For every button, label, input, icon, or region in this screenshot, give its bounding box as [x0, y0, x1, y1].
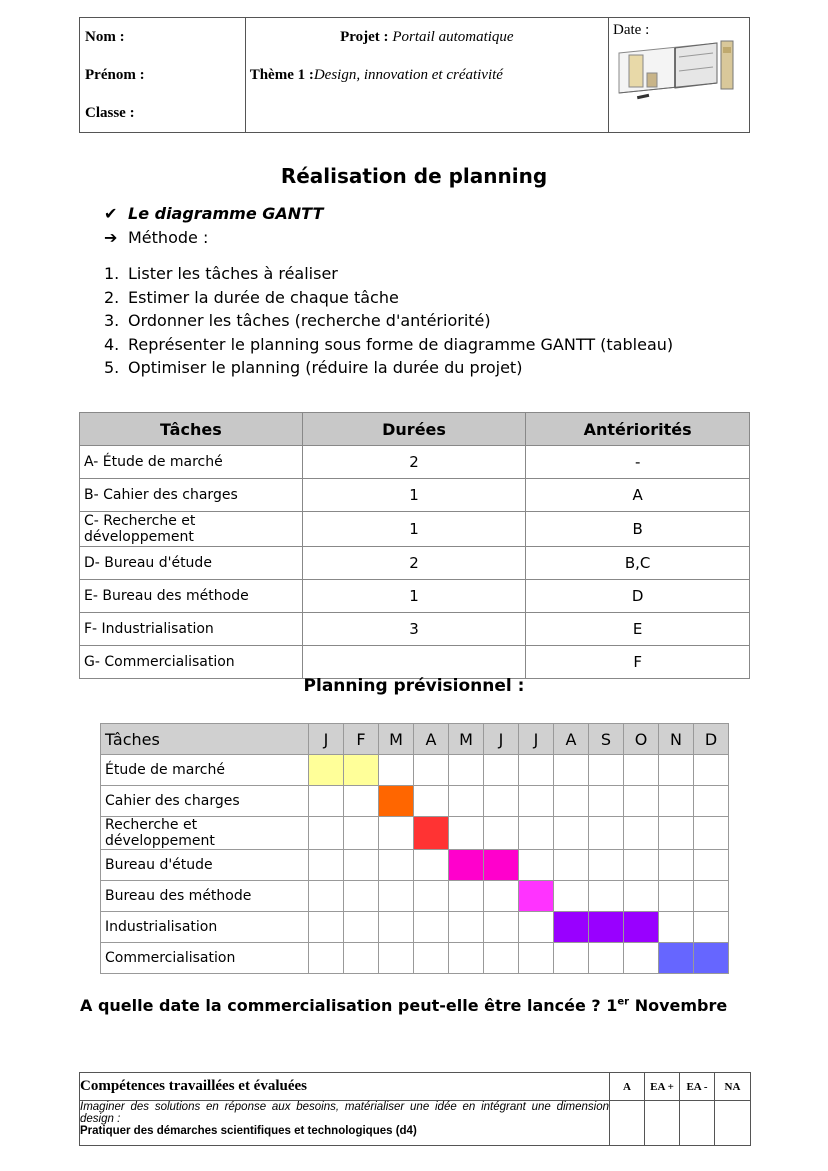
- gantt-empty-cell: [694, 912, 729, 943]
- gantt-empty-cell: [484, 943, 519, 974]
- gantt-empty-cell: [379, 850, 414, 881]
- gantt-empty-cell: [589, 755, 624, 786]
- project-info-cell: [245, 18, 608, 133]
- projet-value: Portail automatique: [392, 28, 514, 45]
- gantt-bar-cell: [449, 850, 484, 881]
- gantt-empty-cell: [554, 817, 589, 850]
- gantt-row: [101, 786, 729, 817]
- gantt-month-header: S: [589, 724, 624, 755]
- gantt-empty-cell: [554, 850, 589, 881]
- eval-box[interactable]: [610, 1101, 645, 1146]
- gantt-empty-cell: [309, 850, 344, 881]
- question-line: [80, 996, 727, 1015]
- table-row: G- Commercialisation F: [80, 646, 750, 679]
- gantt-empty-cell: [624, 755, 659, 786]
- code-ea-minus: EA -: [680, 1073, 715, 1101]
- step-item: 4. Représenter le planning sous forme de diagramme GANTT (tableau): [104, 334, 674, 354]
- answer-month: Novembre: [634, 996, 728, 1015]
- gantt-empty-cell: [484, 786, 519, 817]
- question-text: A quelle date la commercialisation peut-elle être lancée ?: [80, 996, 601, 1015]
- eval-box[interactable]: [680, 1101, 715, 1146]
- gantt-empty-cell: [309, 881, 344, 912]
- gantt-empty-cell: [344, 912, 379, 943]
- gantt-month-header: A: [414, 724, 449, 755]
- gantt-empty-cell: [624, 817, 659, 850]
- gantt-row: [101, 817, 729, 850]
- gantt-bar-cell: [554, 912, 589, 943]
- col-header-durees: Durées: [302, 413, 526, 446]
- eval-box[interactable]: [715, 1101, 751, 1146]
- col-header-anteriorites: Antériorités: [526, 413, 750, 446]
- gantt-bar-cell: [414, 817, 449, 850]
- gantt-empty-cell: [519, 943, 554, 974]
- code-ea-plus: EA +: [645, 1073, 680, 1101]
- gantt-empty-cell: [414, 912, 449, 943]
- gantt-bar-cell: [624, 912, 659, 943]
- planning-title: Planning prévisionnel :: [303, 676, 525, 696]
- gantt-month-header: F: [344, 724, 379, 755]
- projet-line: [246, 18, 608, 56]
- gantt-empty-cell: [344, 817, 379, 850]
- gantt-empty-cell: [659, 881, 694, 912]
- gantt-empty-cell: [484, 755, 519, 786]
- nom-label: Nom :: [85, 28, 125, 45]
- gantt-empty-cell: [414, 943, 449, 974]
- gantt-month-header: N: [659, 724, 694, 755]
- gantt-task-name: Industrialisation: [101, 912, 309, 943]
- gantt-empty-cell: [694, 755, 729, 786]
- date-label: Date :: [613, 22, 650, 38]
- gantt-empty-cell: [694, 881, 729, 912]
- gantt-heading-line: [104, 204, 323, 223]
- gantt-empty-cell: [344, 850, 379, 881]
- gantt-bar-cell: [344, 755, 379, 786]
- gantt-bar-cell: [484, 850, 519, 881]
- gantt-empty-cell: [414, 881, 449, 912]
- gate-illustration: [613, 37, 745, 101]
- gantt-empty-cell: [519, 817, 554, 850]
- gantt-empty-cell: [484, 817, 519, 850]
- gantt-empty-cell: [449, 755, 484, 786]
- gantt-empty-cell: [589, 943, 624, 974]
- gantt-row: [101, 755, 729, 786]
- gantt-task-name: Étude de marché: [101, 755, 309, 786]
- table-row: C- Recherche et développement 1 B: [80, 512, 750, 547]
- gantt-empty-cell: [624, 943, 659, 974]
- gantt-header-taches: Tâches: [101, 724, 309, 755]
- gantt-row: [101, 943, 729, 974]
- gantt-empty-cell: [659, 755, 694, 786]
- competences-title: Compétences travaillées et évaluées: [80, 1073, 610, 1101]
- gantt-bar-cell: [309, 755, 344, 786]
- theme-line: [246, 56, 608, 94]
- gantt-table: [100, 723, 729, 974]
- header-table: [79, 17, 750, 133]
- theme-label: Thème 1 :: [249, 66, 314, 83]
- gantt-empty-cell: [414, 850, 449, 881]
- theme-value: Design, innovation et créativité: [313, 66, 503, 83]
- gantt-empty-cell: [344, 881, 379, 912]
- gantt-empty-cell: [309, 786, 344, 817]
- gantt-month-header: M: [379, 724, 414, 755]
- student-info-cell: [80, 18, 246, 133]
- methode-label: Méthode :: [128, 228, 209, 247]
- step-item: 5. Optimiser le planning (réduire la durée du projet): [104, 358, 523, 377]
- gantt-empty-cell: [659, 786, 694, 817]
- answer-suffix: er: [617, 996, 630, 1008]
- gantt-empty-cell: [449, 943, 484, 974]
- gantt-row: [101, 850, 729, 881]
- gantt-empty-cell: [554, 943, 589, 974]
- gantt-empty-cell: [449, 817, 484, 850]
- gantt-empty-cell: [379, 943, 414, 974]
- gantt-row: [101, 912, 729, 943]
- gantt-empty-cell: [379, 755, 414, 786]
- gantt-empty-cell: [624, 850, 659, 881]
- gantt-task-name: Bureau d'étude: [101, 850, 309, 881]
- step-item: 3. Ordonner les tâches (recherche d'antériorité): [104, 311, 491, 330]
- competences-table: [79, 1072, 751, 1146]
- gantt-empty-cell: [309, 817, 344, 850]
- gantt-empty-cell: [624, 881, 659, 912]
- page-title: Réalisation de planning: [280, 164, 548, 188]
- gantt-empty-cell: [414, 786, 449, 817]
- prenom-label: Prénom :: [85, 66, 145, 83]
- gantt-empty-cell: [309, 912, 344, 943]
- table-row: D- Bureau d'étude 2 B,C: [80, 547, 750, 580]
- date-cell: [609, 18, 750, 133]
- gantt-empty-cell: [379, 912, 414, 943]
- gantt-task-name: Commercialisation: [101, 943, 309, 974]
- gantt-empty-cell: [449, 881, 484, 912]
- code-a: A: [610, 1073, 645, 1101]
- gantt-task-name: Recherche et développement: [101, 817, 309, 850]
- gantt-empty-cell: [449, 786, 484, 817]
- gantt-empty-cell: [659, 817, 694, 850]
- gantt-bar-cell: [589, 912, 624, 943]
- gantt-month-header: J: [519, 724, 554, 755]
- table-row: E- Bureau des méthode 1 D: [80, 580, 750, 613]
- gantt-heading: Le diagramme GANTT: [128, 204, 324, 223]
- projet-label: Projet :: [340, 28, 389, 45]
- competences-desc: Imaginer des solutions en réponse aux besoins, matérialiser une idée en intégrant une dimension design :: [80, 1101, 609, 1125]
- gantt-month-header: D: [694, 724, 729, 755]
- gantt-empty-cell: [519, 755, 554, 786]
- gantt-month-header: A: [554, 724, 589, 755]
- gantt-empty-cell: [694, 817, 729, 850]
- gantt-row: [101, 881, 729, 912]
- gantt-empty-cell: [344, 786, 379, 817]
- gantt-month-header: M: [449, 724, 484, 755]
- gantt-empty-cell: [589, 786, 624, 817]
- classe-label: Classe :: [85, 104, 135, 121]
- gantt-empty-cell: [554, 786, 589, 817]
- gantt-empty-cell: [484, 881, 519, 912]
- check-icon: ✔: [104, 204, 118, 223]
- gantt-empty-cell: [694, 850, 729, 881]
- competences-desc-cell: [80, 1101, 610, 1146]
- step-item: 2. Estimer la durée de chaque tâche: [104, 287, 399, 307]
- gantt-empty-cell: [589, 850, 624, 881]
- gantt-empty-cell: [589, 817, 624, 850]
- gantt-bar-cell: [659, 943, 694, 974]
- gantt-empty-cell: [659, 912, 694, 943]
- gantt-empty-cell: [519, 786, 554, 817]
- gantt-task-name: Cahier des charges: [101, 786, 309, 817]
- gantt-bar-cell: [379, 786, 414, 817]
- gantt-empty-cell: [694, 786, 729, 817]
- table-row: B- Cahier des charges 1 A: [80, 479, 750, 512]
- gantt-empty-cell: [344, 943, 379, 974]
- gantt-month-header: J: [484, 724, 519, 755]
- gantt-empty-cell: [379, 881, 414, 912]
- competences-practice: Pratiquer des démarches scientifiques et technologiques (d4): [80, 1125, 417, 1137]
- method-steps: [104, 262, 673, 380]
- gantt-empty-cell: [554, 881, 589, 912]
- gantt-empty-cell: [379, 817, 414, 850]
- col-header-taches: Tâches: [80, 413, 303, 446]
- step-item: 1. Lister les tâches à réaliser: [104, 264, 338, 283]
- table-row: F- Industrialisation 3 E: [80, 613, 750, 646]
- gantt-bar-cell: [694, 943, 729, 974]
- gantt-month-header: O: [624, 724, 659, 755]
- code-na: NA: [715, 1073, 751, 1101]
- gantt-empty-cell: [659, 850, 694, 881]
- gantt-empty-cell: [554, 755, 589, 786]
- gantt-empty-cell: [414, 755, 449, 786]
- gantt-month-header: J: [309, 724, 344, 755]
- gantt-empty-cell: [519, 850, 554, 881]
- gantt-empty-cell: [309, 943, 344, 974]
- eval-box[interactable]: [645, 1101, 680, 1146]
- gantt-empty-cell: [484, 912, 519, 943]
- gantt-task-name: Bureau des méthode: [101, 881, 309, 912]
- methode-line: [104, 228, 208, 247]
- gantt-empty-cell: [624, 786, 659, 817]
- gantt-bar-cell: [519, 881, 554, 912]
- answer-day: 1: [606, 996, 618, 1015]
- gantt-empty-cell: [449, 912, 484, 943]
- gantt-empty-cell: [519, 912, 554, 943]
- table-row: A- Étude de marché 2 -: [80, 446, 750, 479]
- tasks-table: [79, 412, 750, 679]
- arrow-icon: ➔: [104, 228, 118, 247]
- gantt-empty-cell: [589, 881, 624, 912]
